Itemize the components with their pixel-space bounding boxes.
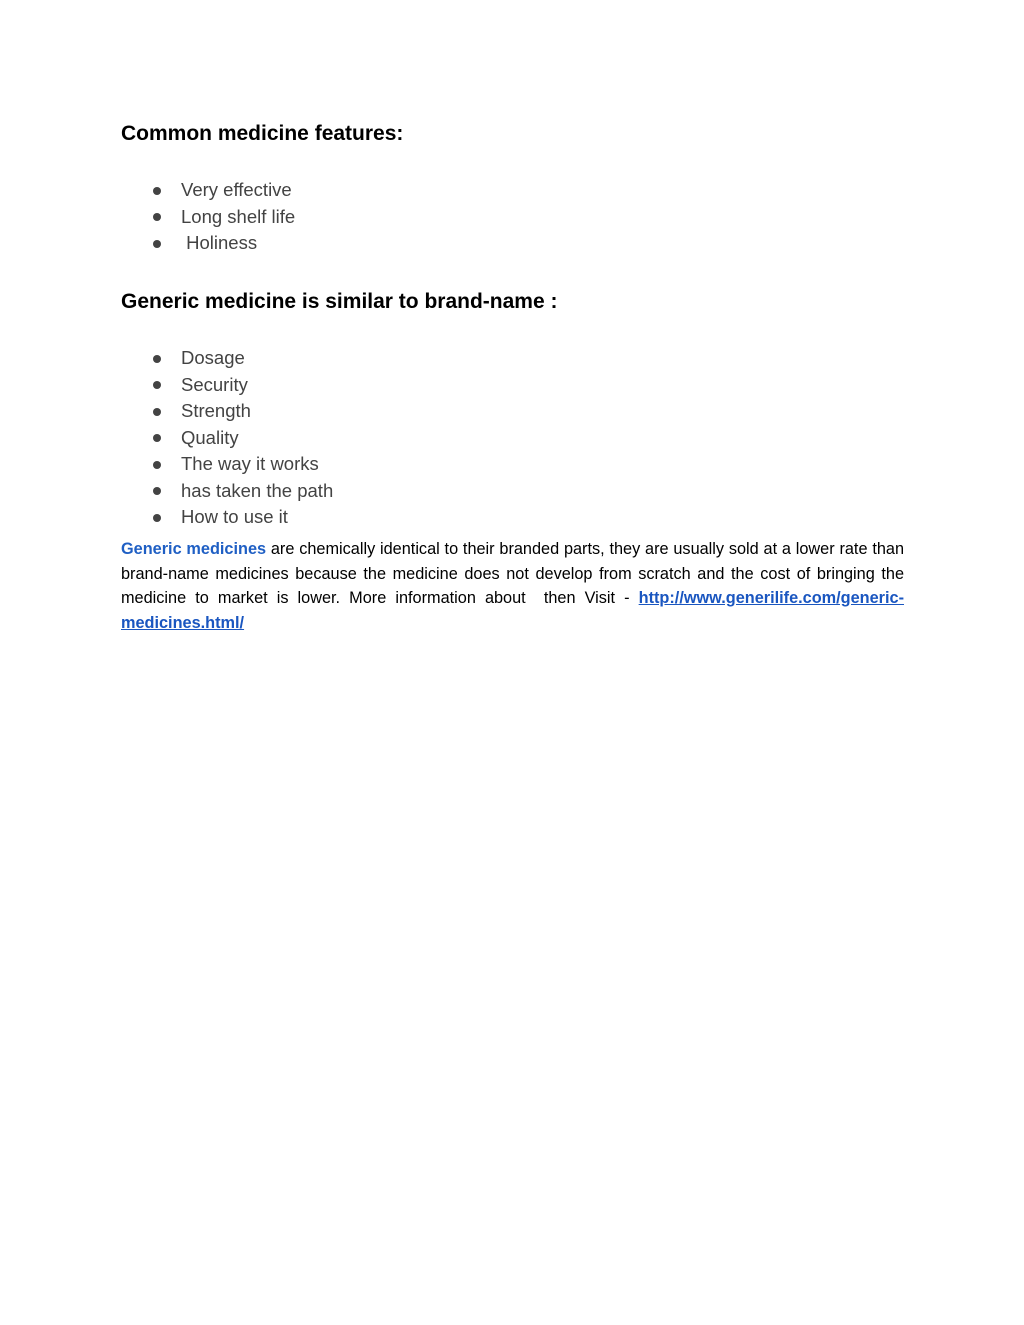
section-heading-common-features: Common medicine features: xyxy=(121,122,404,145)
bullet-icon xyxy=(153,434,161,442)
list-item xyxy=(121,425,521,452)
bullet-icon xyxy=(153,487,161,495)
list-item xyxy=(121,230,521,257)
list-item xyxy=(121,504,521,531)
list-item-label: Strength xyxy=(181,400,251,421)
list-item-label: Very effective xyxy=(181,179,292,200)
list-item xyxy=(121,204,521,231)
generic-medicines-lead: Generic medicines xyxy=(121,540,267,558)
similarities-list xyxy=(121,345,521,531)
list-item-label: Long shelf life xyxy=(181,205,296,227)
paragraph-body: are chemically identical to their branded parts, they are usually sold at a lower rate than brand-name medicines because the medicine does not develop from scratch and the cost of bringing the medicine to market is lower. More information about then Visit - xyxy=(121,540,909,607)
list-item-label: The way it works xyxy=(181,453,319,474)
generilife-link[interactable]: http://www.generilife.com/generic-medicines.html/ xyxy=(121,589,904,632)
list-item-label: Holiness xyxy=(181,232,258,253)
bullet-icon xyxy=(153,240,161,248)
description-paragraph xyxy=(121,537,909,635)
bullet-icon xyxy=(153,461,161,469)
list-item-label: has taken the path xyxy=(181,479,334,501)
list-item-label: Dosage xyxy=(181,347,245,368)
bullet-icon xyxy=(153,381,161,389)
bullet-icon xyxy=(153,213,161,221)
list-item xyxy=(121,478,521,505)
list-item-label: How to use it xyxy=(181,506,288,527)
common-features-list xyxy=(121,177,521,257)
list-item-label: Quality xyxy=(181,426,239,448)
list-item xyxy=(121,345,521,372)
bullet-icon xyxy=(153,187,161,195)
list-item xyxy=(121,398,521,425)
list-item xyxy=(121,372,521,399)
list-item-label: Security xyxy=(181,373,248,395)
bullet-icon xyxy=(153,514,161,522)
bullet-icon xyxy=(153,408,161,416)
section-heading-similar-to-brand: Generic medicine is similar to brand-name : xyxy=(121,290,558,313)
list-item xyxy=(121,451,521,478)
list-item xyxy=(121,177,521,204)
bullet-icon xyxy=(153,355,161,363)
